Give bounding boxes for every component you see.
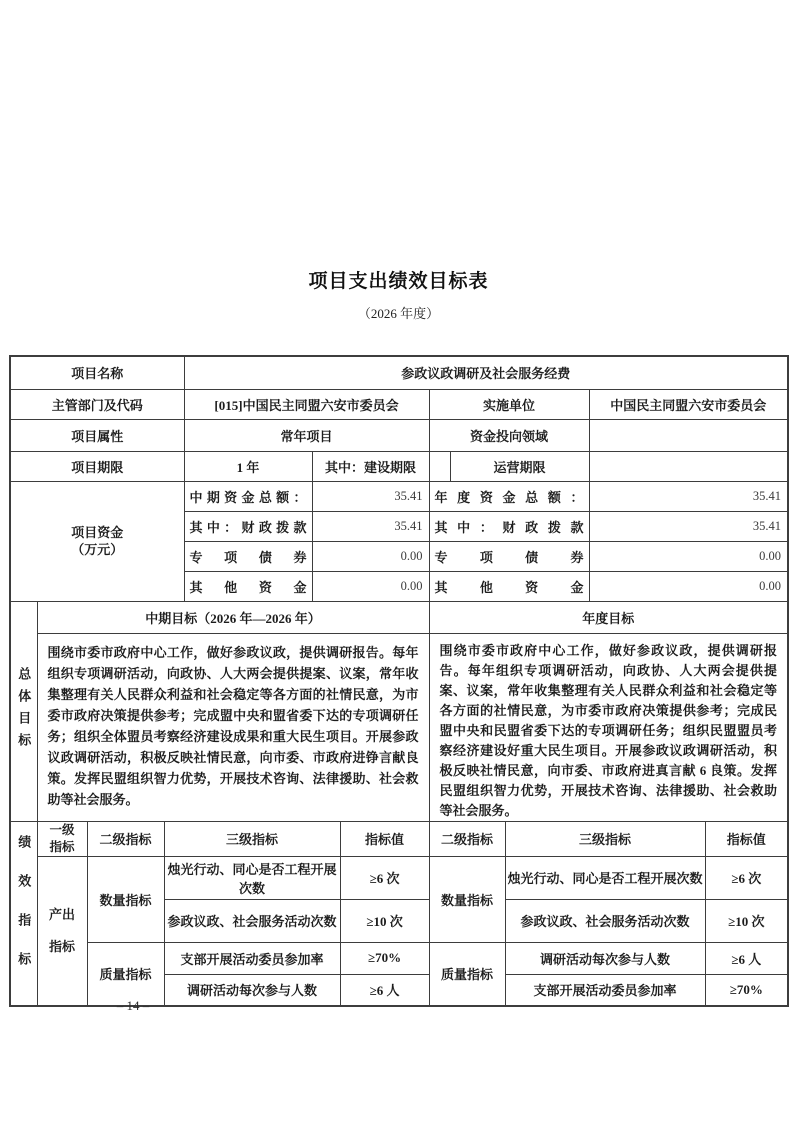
operate-period-label: 运营期限 — [450, 451, 589, 481]
performance-target-table — [9, 355, 789, 1007]
fund-direction-value — [589, 419, 788, 451]
year-indicator-name: 调研活动每次参与人数 — [505, 942, 705, 974]
mid-indicator-value: ≥6 次 — [340, 856, 429, 899]
year-indicator-name: 参政议政、社会服务活动次数 — [505, 899, 705, 942]
page-number: – 14 – — [116, 998, 150, 1013]
year-other-label: 其他资金 — [429, 571, 589, 601]
header-level3-year: 三级指标 — [505, 821, 705, 856]
year-goal-header: 年度目标 — [429, 601, 788, 633]
mid-other-label: 其他资金 — [184, 571, 312, 601]
table-row — [10, 633, 788, 821]
mid-bond-value: 0.00 — [312, 541, 429, 571]
table-row — [10, 821, 788, 856]
table-row — [10, 419, 788, 451]
year-quantity-label: 数量指标 — [429, 856, 505, 942]
table-row — [10, 856, 788, 899]
build-period-value — [429, 451, 450, 481]
table-row — [10, 601, 788, 633]
year-other-value: 0.00 — [589, 571, 788, 601]
mid-other-value: 0.00 — [312, 571, 429, 601]
year-indicator-value: ≥6 人 — [705, 942, 788, 974]
mid-quantity-label: 数量指标 — [87, 856, 164, 942]
year-total-label: 年度资金总额： — [429, 481, 589, 511]
table-row — [10, 481, 788, 511]
year-bond-label: 专项债券 — [429, 541, 589, 571]
year-indicator-name: 烛光行动、同心是否工程开展次数 — [505, 856, 705, 899]
year-indicator-value: ≥6 次 — [705, 856, 788, 899]
mid-indicator-name: 调研活动每次参与人数 — [164, 974, 340, 1006]
year-total-value: 35.41 — [589, 481, 788, 511]
year-indicator-value: ≥70% — [705, 974, 788, 1006]
mid-indicator-name: 支部开展活动委员参加率 — [164, 942, 340, 974]
mid-indicator-name: 烛光行动、同心是否工程开展次数 — [164, 856, 340, 899]
performance-side-label: 绩效指标 — [10, 821, 37, 1006]
year-indicator-name: 支部开展活动委员参加率 — [505, 974, 705, 1006]
impl-unit-label: 实施单位 — [429, 389, 589, 419]
mid-quality-label: 质量指标 — [87, 942, 164, 1006]
attribute-value: 常年项目 — [184, 419, 429, 451]
table-row — [10, 451, 788, 481]
project-name-label: 项目名称 — [10, 356, 184, 389]
header-value-mid: 指标值 — [340, 821, 429, 856]
fund-direction-label: 资金投向领域 — [429, 419, 589, 451]
year-quality-label: 质量指标 — [429, 942, 505, 1006]
mid-indicator-value: ≥6 人 — [340, 974, 429, 1006]
build-period-label: 其中：建设期限 — [312, 451, 429, 481]
table-row — [10, 356, 788, 389]
period-value: 1 年 — [184, 451, 312, 481]
project-name-value: 参政议政调研及社会服务经费 — [184, 356, 788, 389]
header-level3-mid: 三级指标 — [164, 821, 340, 856]
header-value-year: 指标值 — [705, 821, 788, 856]
attribute-label: 项目属性 — [10, 419, 184, 451]
dept-code-value: [015]中国民主同盟六安市委员会 — [184, 389, 429, 419]
mid-goal-text: 围绕市委市政府中心工作，做好参政议政，提供调研报告。每年组织专项调研活动，向政协、人大两会提供提案、议案，常年收集整理有关人民群众利益和社会稳定等各方面的社情民意，为市委市政府决策提供参考；完成盟中央和盟省委下达的专项调研任务；组织全体盟员考察经济建设成果和重大民生项目。开展参政议政调研活动，积极反映社情民意，向市委、市政府进铮言献良策。发挥民盟组织智力优势，开展技术咨询、法律援助、社会救助等社会服务。 — [37, 633, 429, 821]
mid-total-value: 35.41 — [312, 481, 429, 511]
year-goal-text: 围绕市委市政府中心工作，做好参政议政，提供调研报告。每年组织专项调研活动，向政协、人大两会提供提案、议案，常年收集整理有关人民群众利益和社会稳定等各方面的社情民意，为市委市政府决策提供参考；完成民盟中央和民盟省委下达的专项调研任务；组织民盟盟员考察经济建设好重大民生项目。开展参政议政调研活动，积极反映社情民意，向市委、市政府进真言献 6 良策。发挥民盟组织智力优势，开展技术咨询、法律援助、社会救助等社会服务。 — [429, 633, 788, 821]
mid-bond-label: 专项债券 — [184, 541, 312, 571]
table-row — [10, 942, 788, 974]
year-fiscal-label: 其中：财政拨款 — [429, 511, 589, 541]
funds-section-label — [10, 481, 184, 601]
mid-goal-header: 中期目标（2026 年—2026 年） — [37, 601, 429, 633]
year-bond-value: 0.00 — [589, 541, 788, 571]
header-level2-year: 二级指标 — [429, 821, 505, 856]
dept-code-label: 主管部门及代码 — [10, 389, 184, 419]
mid-indicator-name: 参政议政、社会服务活动次数 — [164, 899, 340, 942]
funds-label-line2: （万元） — [71, 542, 124, 557]
operate-period-value — [589, 451, 788, 481]
overall-goal-side-label: 总体目标 — [10, 601, 37, 821]
mid-total-label: 中期资金总额： — [184, 481, 312, 511]
mid-indicator-value: ≥10 次 — [340, 899, 429, 942]
page-subtitle: （2026 年度） — [357, 306, 440, 321]
year-indicator-value: ≥10 次 — [705, 899, 788, 942]
page-title: 项目支出绩效目标表 — [308, 271, 489, 292]
year-fiscal-value: 35.41 — [589, 511, 788, 541]
period-label: 项目期限 — [10, 451, 184, 481]
header-level2-mid: 二级指标 — [87, 821, 164, 856]
mid-fiscal-label: 其中：财政拨款 — [184, 511, 312, 541]
impl-unit-value: 中国民主同盟六安市委员会 — [589, 389, 788, 419]
mid-fiscal-value: 35.41 — [312, 511, 429, 541]
header-level1: 一级指标 — [37, 821, 87, 856]
table-row — [10, 389, 788, 419]
mid-indicator-value: ≥70% — [340, 942, 429, 974]
funds-label-line1: 项目资金 — [71, 525, 124, 540]
level1-output-label: 产出指标 — [37, 856, 87, 1006]
